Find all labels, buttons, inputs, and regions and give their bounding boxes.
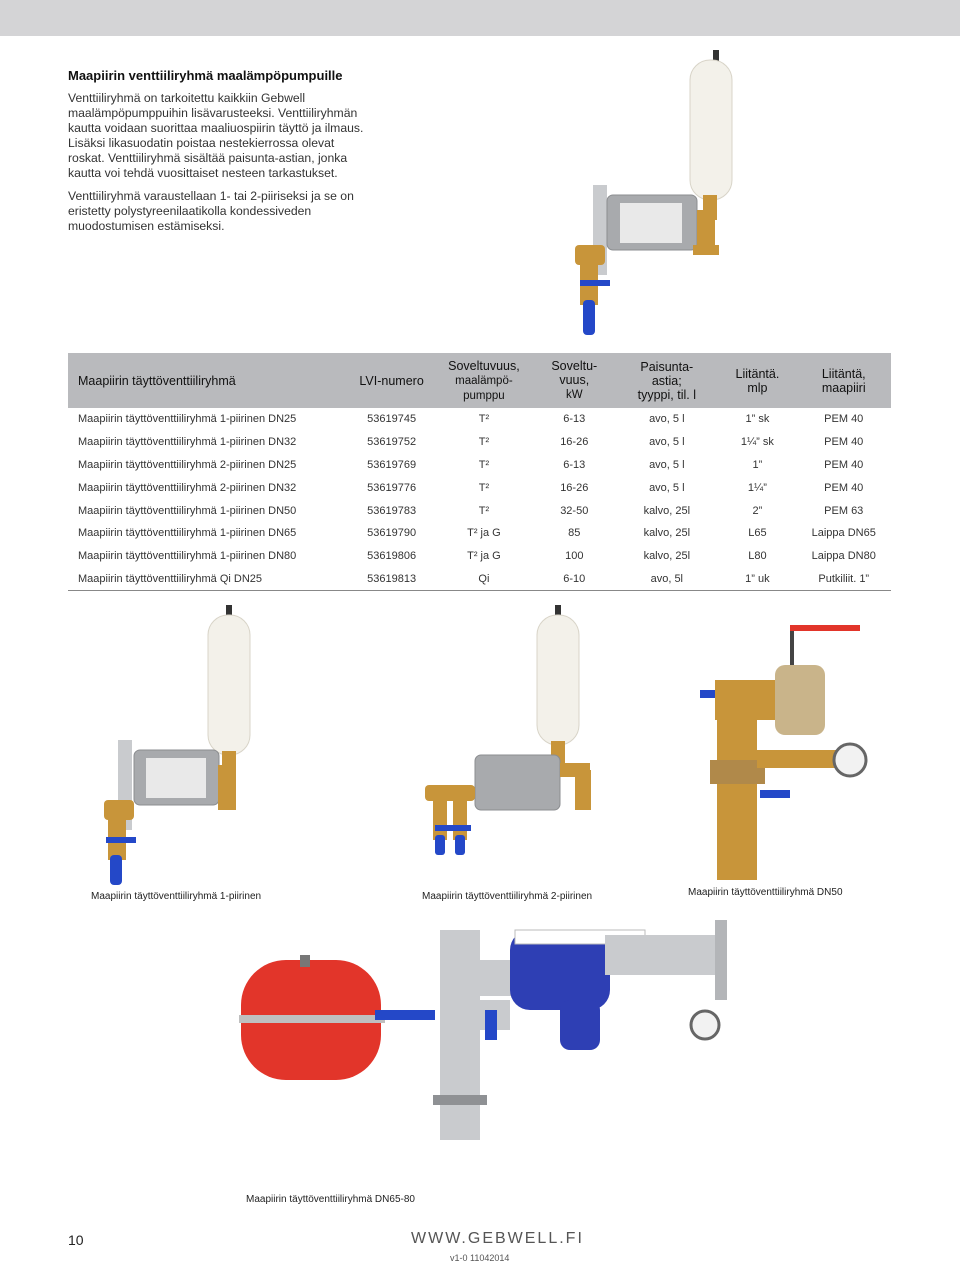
cell-suitability: T² ja G	[467, 550, 501, 563]
table-row	[68, 568, 891, 591]
cell-lvi: 53619769	[367, 458, 417, 471]
cell-name: Maapiirin täyttöventtiiliryhmä 1-piirinen DN25	[78, 413, 297, 426]
page-number: 10	[68, 1232, 84, 1248]
cell-name: Maapiirin täyttöventtiiliryhmä 1-piirinen DN65	[78, 527, 297, 540]
cell-mlp: 1¼” sk	[740, 436, 774, 449]
cell-kw: 6-13	[563, 458, 586, 471]
top-bar	[0, 0, 960, 36]
cell-name: Maapiirin täyttöventtiiliryhmä 2-piirinen DN32	[78, 481, 297, 494]
table-row	[68, 476, 891, 499]
caption-dn65-80: Maapiirin täyttöventtiiliryhmä DN65-80	[246, 1194, 415, 1205]
col-header-lvi: LVI-numero	[349, 353, 435, 408]
cell-suitability: Qi	[435, 568, 534, 591]
cell-name: Maapiirin täyttöventtiiliryhmä 1-piirinen DN80	[78, 550, 297, 563]
cell-kw: 32-50	[560, 504, 589, 517]
table-row	[68, 408, 891, 431]
cell-mlp: 1”	[752, 458, 763, 471]
cell-kw: 85	[568, 527, 581, 540]
cell-suitability: T²	[478, 481, 490, 494]
cell-lvi: 53619752	[367, 436, 417, 449]
table-row	[68, 545, 891, 568]
cell-ground: PEM 40	[824, 413, 864, 426]
cell-kw: 100	[565, 550, 584, 563]
product-table	[68, 353, 891, 591]
section-heading: Maapiirin venttiiliryhmä maalämpöpumpuille	[68, 68, 343, 83]
product-photo-dn50	[695, 610, 875, 885]
col-header-name: Maapiirin täyttöventtiiliryhmä	[68, 353, 349, 408]
cell-ground: PEM 63	[824, 504, 864, 517]
cell-suitability: T²	[478, 504, 490, 517]
cell-mlp: 2”	[752, 504, 763, 517]
caption-one-circuit: Maapiirin täyttöventtiiliryhmä 1-piirinen	[91, 891, 262, 902]
cell-suitability: T²	[478, 458, 490, 471]
table-header-row	[68, 353, 891, 408]
table-row	[68, 522, 891, 545]
caption-two-circuit: Maapiirin täyttöventtiiliryhmä 2-piirinen	[422, 891, 593, 902]
cell-name: Maapiirin täyttöventtiiliryhmä 2-piirinen DN25	[78, 458, 297, 471]
cell-lvi: 53619806	[367, 550, 417, 563]
cell-tank: avo, 5 l	[649, 481, 685, 494]
col-header-ground: Liitäntä, maapiiri	[796, 353, 891, 408]
cell-mlp: L80	[748, 550, 767, 563]
cell-mlp: L65	[748, 527, 767, 540]
cell-tank: avo, 5 l	[649, 458, 685, 471]
cell-lvi: 53619776	[367, 481, 417, 494]
cell-tank: kalvo, 25l	[643, 550, 691, 563]
table-row	[68, 499, 891, 522]
cell-ground: Putkiliit. 1”	[796, 568, 891, 591]
cell-suitability: T² ja G	[467, 527, 501, 540]
version-label: v1-0 11042014	[450, 1253, 510, 1263]
cell-kw: 16-26	[560, 481, 589, 494]
col-header-mlp: Liitäntä. mlp	[718, 353, 796, 408]
cell-kw: 6-10	[533, 568, 615, 591]
cell-ground: Laippa DN65	[811, 527, 876, 540]
cell-lvi: 53619813	[349, 568, 435, 591]
cell-lvi: 53619783	[367, 504, 417, 517]
cell-mlp: 1” uk	[718, 568, 796, 591]
col-header-kw: Soveltu- vuus, kW	[533, 353, 615, 408]
cell-tank: avo, 5l	[615, 568, 718, 591]
cell-name: Maapiirin täyttöventtiiliryhmä 1-piirinen DN32	[78, 436, 297, 449]
caption-dn50: Maapiirin täyttöventtiiliryhmä DN50	[688, 887, 843, 898]
cell-ground: Laippa DN80	[811, 550, 876, 563]
cell-name: Maapiirin täyttöventtiiliryhmä Qi DN25	[68, 568, 349, 591]
table-row	[68, 431, 891, 454]
cell-mlp: 1¼”	[747, 481, 767, 494]
product-photo-main	[565, 45, 735, 345]
cell-ground: PEM 40	[824, 481, 864, 494]
cell-tank: kalvo, 25l	[643, 527, 691, 540]
col-header-suitability: Soveltuvuus, maalämpö- pumppu	[435, 353, 534, 408]
cell-tank: avo, 5 l	[649, 413, 685, 426]
product-photo-two-circuit	[415, 605, 605, 860]
cell-suitability: T²	[478, 413, 490, 426]
cell-lvi: 53619745	[367, 413, 417, 426]
cell-kw: 6-13	[563, 413, 586, 426]
cell-tank: avo, 5 l	[649, 436, 685, 449]
col-header-tank: Paisunta- astia; tyyppi, til. l	[615, 353, 718, 408]
website-link[interactable]: WWW.GEBWELL.FI	[411, 1230, 584, 1247]
table-row	[68, 454, 891, 477]
cell-mlp: 1” sk	[745, 413, 770, 426]
intro-paragraph-2: Venttiiliryhmä varaustellaan 1- tai 2-piiriseksi ja se on eristetty polystyreenilaatikolla kondessiveden muodostumisen estämiseksi.	[68, 189, 354, 233]
intro-section	[68, 68, 368, 242]
product-photo-one-circuit	[100, 605, 270, 890]
cell-ground: PEM 40	[824, 436, 864, 449]
cell-suitability: T²	[478, 436, 490, 449]
cell-name: Maapiirin täyttöventtiiliryhmä 1-piirinen DN50	[78, 504, 297, 517]
cell-lvi: 53619790	[367, 527, 417, 540]
intro-paragraph-1: Venttiiliryhmä on tarkoitettu kaikkiin Gebwell maalämpöpumppuihin lisävarusteeksi. Venttiiliryhmän kautta voidaan suorittaa maaliuospiirin täyttö ja ilmaus. Lisäksi likasuodatin poistaa nestekierrossa olevat roskat. Venttiiliryhmä sisältää paisunta-astian, jonka kautta voi tehdä vuosittaiset nesteen tarkastukset.	[68, 91, 364, 180]
cell-tank: kalvo, 25l	[643, 504, 691, 517]
cell-ground: PEM 40	[824, 458, 864, 471]
cell-kw: 16-26	[560, 436, 589, 449]
product-photo-dn65-80	[235, 900, 755, 1180]
